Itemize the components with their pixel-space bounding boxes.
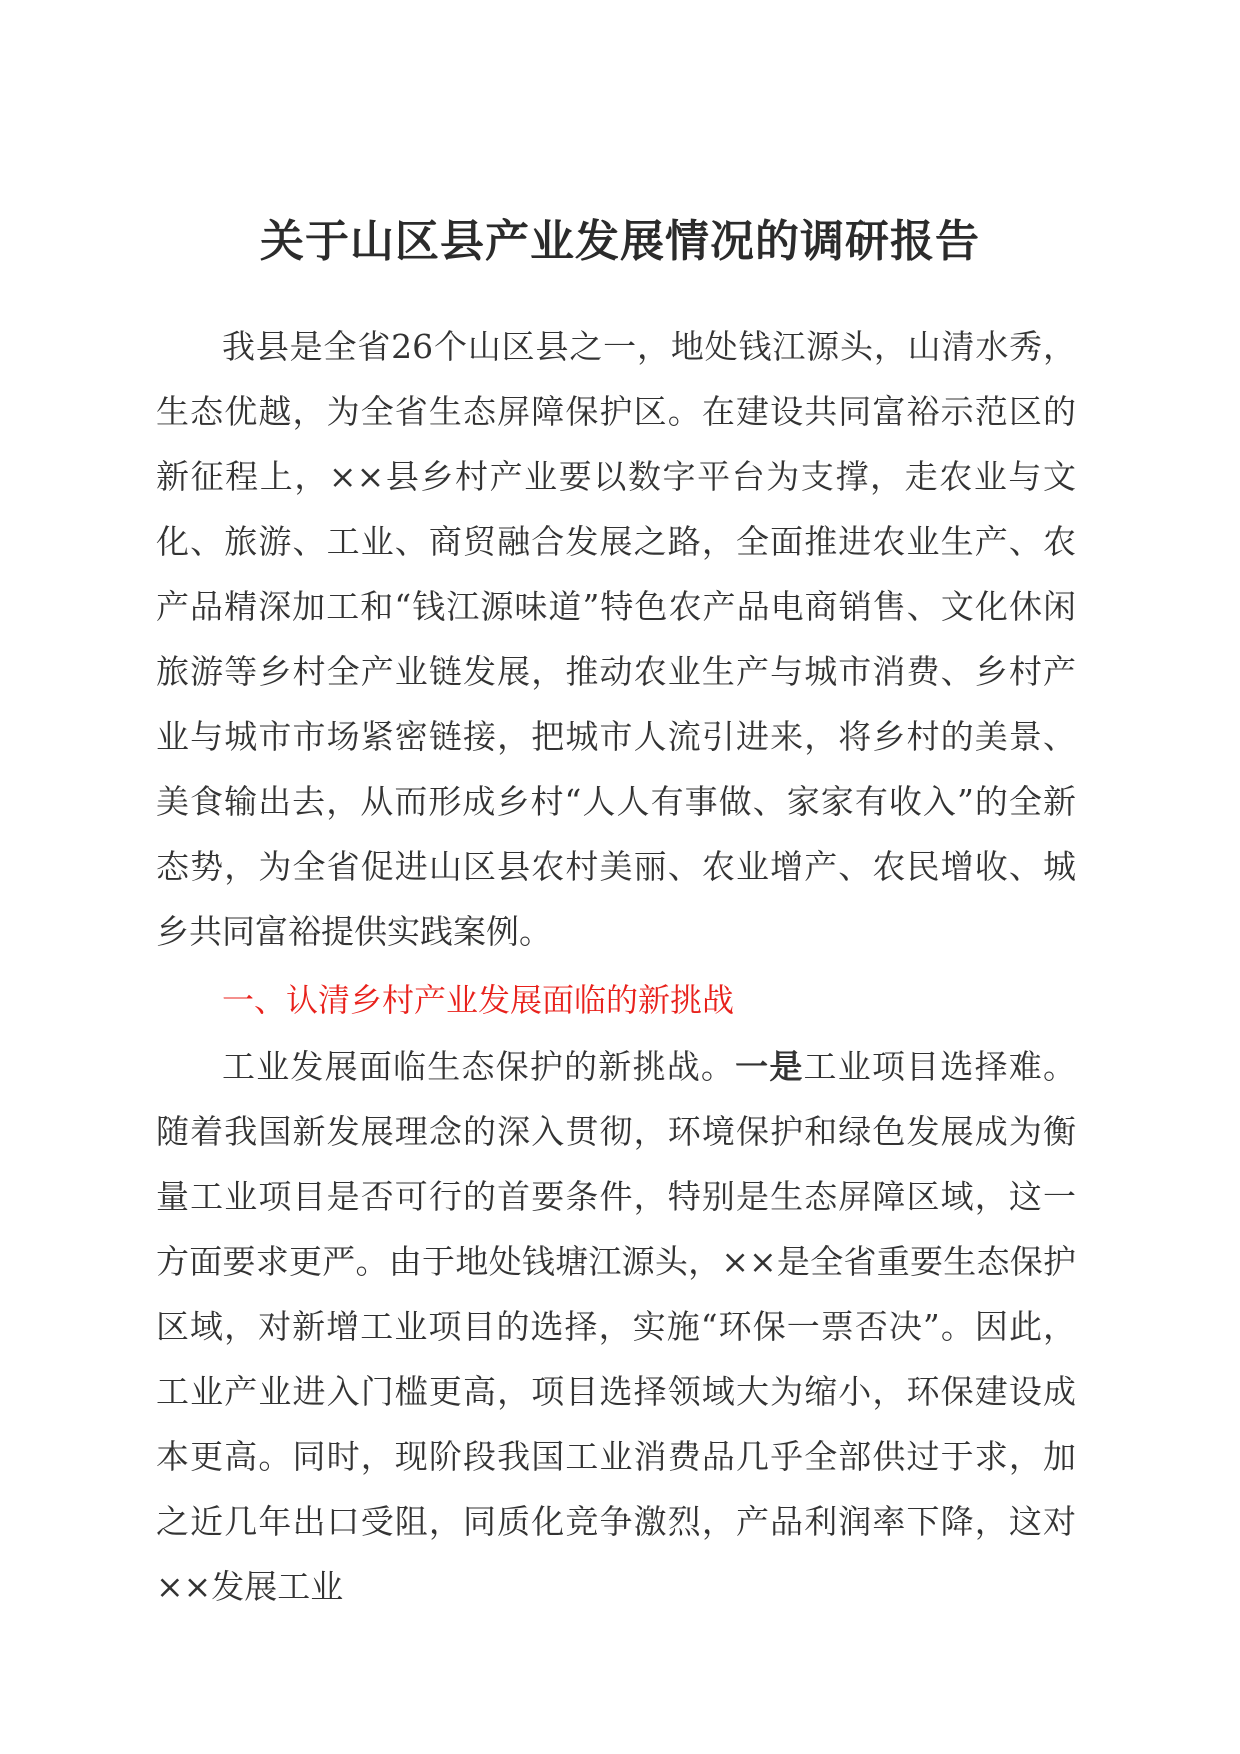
- document-title: 关于山区县产业发展情况的调研报告: [260, 216, 980, 267]
- paragraph-bold-marker: 一是: [735, 1047, 804, 1086]
- paragraph-rest: 工业项目选择难。随着我国新发展理念的深入贯彻，环境保护和绿色发展成为衡量工业项目是否可行的首要条件，特别是生态屏障区域，这一方面要求更严。由于地处钱塘江源头，××是全省重要生态保护区域，对新增工业项目的选择，实施“环保一票否决”。因此，工业产业进入门槛更高，项目选择领域大为缩小，环保建设成本更高。同时，现阶段我国工业消费品几乎全部供过于求，加之近几年出口受阻，同质化竞争激烈，产品利润率下降，这对××发展工业: [156, 1047, 1077, 1606]
- section-1-paragraph: [156, 1034, 1076, 1619]
- intro-paragraph: 我县是全省26个山区县之一，地处钱江源头，山清水秀，生态优越，为全省生态屏障保护区。在建设共同富裕示范区的新征程上，××县乡村产业要以数字平台为支撑，走农业与文化、旅游、工业、商贸融合发展之路，全面推进农业生产、农产品精深加工和“钱江源味道”特色农产品电商销售、文化休闲旅游等乡村全产业链发展，推动农业生产与城市消费、乡村产业与城市市场紧密链接，把城市人流引进来，将乡村的美景、美食输出去，从而形成乡村“人人有事做、家家有收入”的全新态势，为全省促进山区县农村美丽、农业增产、农民增收、城乡共同富裕提供实践案例。: [156, 327, 1076, 951]
- paragraph-lead: 工业发展面临生态保护的新挑战。: [222, 1047, 736, 1086]
- section-heading: 一、认清乡村产业发展面临的新挑战: [222, 981, 735, 1019]
